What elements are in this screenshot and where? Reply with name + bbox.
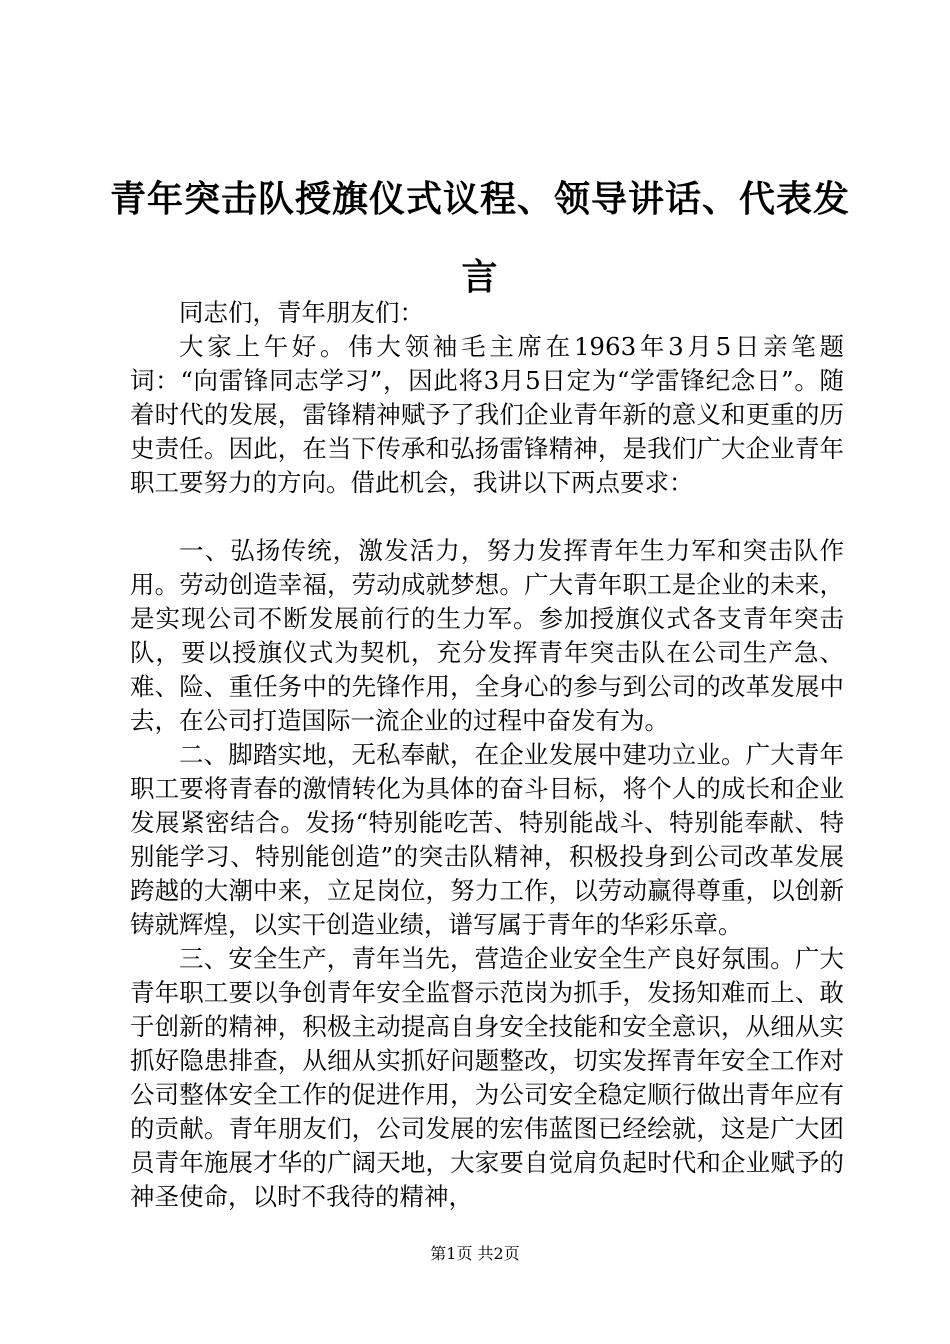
point-one-paragraph: 一、弘扬传统，激发活力，努力发挥青年生力军和突击队作用。劳动创造幸福，劳动成就梦想。广大青年职工是企业的未来，是实现公司不断发展前行的生力军。参加授旗仪式各支青年突击队，要以授旗仪式为契机，充分发挥青年突击队在公司生产急、难、险、重任务中的先锋作用，全身心的参与到公司的改革发展中去，在公司打造国际一流企业的过程中奋发有为。 (130, 536, 844, 735)
point-two-paragraph: 二、脚踏实地，无私奉献，在企业发展中建功立业。广大青年职工要将青春的激情转化为具体的奋斗目标，将个人的成长和企业发展紧密结合。发扬“特别能吃苦、特别能战斗、特别能奉献、特别能学习、特别能创造”的突击队精神，积极投身到公司改革发展跨越的大潮中来，立足岗位，努力工作，以劳动赢得尊重，以创新铸就辉煌，以实干创造业绩，谱写属于青年的华彩乐章。 (130, 740, 844, 939)
intro-paragraph: 大家上午好。伟大领袖毛主席在1963年3月5日亲笔题词：“向雷锋同志学习”，因此将3月5日定为“学雷锋纪念日”。随着时代的发展，雷锋精神赋予了我们企业青年新的意义和更重的历史责任。因此，在当下传承和弘扬雷锋精神，是我们广大企业青年职工要努力的方向。借此机会，我讲以下两点要求： (130, 332, 844, 497)
document-body (130, 296, 844, 1214)
point-three-paragraph: 三、安全生产，青年当先，营造企业安全生产良好氛围。广大青年职工要以争创青年安全监督示范岗为抓手，发扬知难而上、敢于创新的精神，积极主动提高自身安全技能和安全意识，从细从实抓好隐患排查，从细从实抓好问题整改，切实发挥青年安全工作对公司整体安全工作的促进作用，为公司安全稳定顺行做出青年应有的贡献。青年朋友们，公司发展的宏伟蓝图已经绘就，这是广大团员青年施展才华的广阔天地，大家要自觉肩负起时代和企业赋予的神圣使命，以时不我待的精神， (130, 944, 844, 1211)
page-number-footer: 第1页 共2页 (430, 1244, 520, 1263)
document-title: 青年突击队授旗仪式议程、领导讲话、代表发言 (110, 178, 851, 298)
salutation-paragraph: 同志们，青年朋友们： (179, 298, 424, 327)
